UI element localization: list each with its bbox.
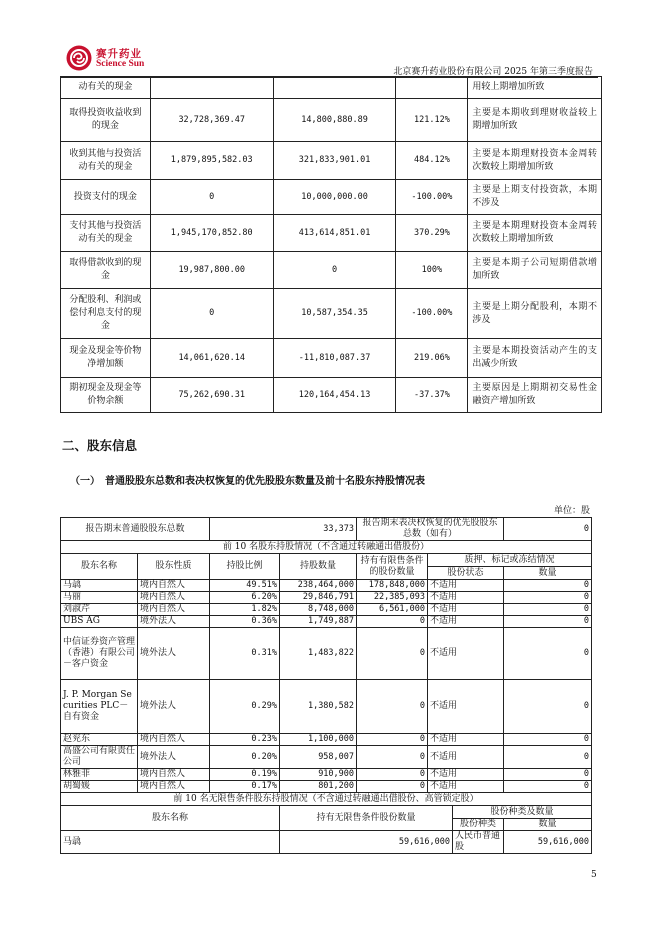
header-nature: 股东性质 (138, 554, 210, 580)
restricted-quantity: 0 (357, 781, 428, 793)
shareholder-name: UBS AG (61, 616, 138, 628)
u-header-type: 股份种类 (453, 819, 504, 831)
shareholder-nature: 境内自然人 (138, 604, 210, 616)
shareholder-name: 马丽 (61, 592, 138, 604)
logo-text-en: Science Sun (96, 59, 145, 69)
shareholder-row (61, 781, 592, 793)
header-status: 股份状态 (428, 567, 504, 580)
shareholder-nature: 境内自然人 (138, 592, 210, 604)
current-period-value: 19,987,800.00 (150, 252, 273, 289)
pledge-count: 0 (504, 628, 592, 680)
current-period-value (150, 77, 273, 99)
shareholder-name: 马骉 (61, 580, 138, 592)
subsection-title: （一） 普通股股东总数和表决权恢复的优先股股东数量及前十名股东持股情况表 (70, 476, 425, 487)
shareholder-nature: 境内自然人 (138, 781, 210, 793)
share-status: 不适用 (428, 746, 504, 769)
cash-flow-item: 动有关的现金 (61, 77, 151, 99)
current-period-value: 0 (150, 289, 273, 339)
cash-flow-item: 取得投资收益收到的现金 (61, 99, 151, 142)
shareholder-row (61, 746, 592, 769)
common-holders-value: 33,373 (210, 518, 357, 541)
shareholder-nature: 境内自然人 (138, 580, 210, 592)
shareholder-row (61, 769, 592, 781)
holding-quantity: 238,464,000 (280, 580, 357, 592)
holding-quantity: 1,483,822 (280, 628, 357, 680)
u-shareholder-name: 马骉 (61, 831, 280, 854)
shareholder-row (61, 616, 592, 628)
current-period-value: 32,728,369.47 (150, 99, 273, 142)
pledge-count: 0 (504, 746, 592, 769)
share-status: 不适用 (428, 580, 504, 592)
holding-ratio: 0.31% (210, 628, 280, 680)
restricted-quantity: 0 (357, 769, 428, 781)
change-rate (396, 77, 468, 99)
pledge-count: 0 (504, 680, 592, 734)
pledge-count: 0 (504, 616, 592, 628)
restricted-quantity: 0 (357, 616, 428, 628)
previous-period-value: 14,800,880.89 (273, 99, 396, 142)
current-period-value: 14,061,620.14 (150, 339, 273, 378)
preferred-holders-value: 0 (504, 518, 592, 541)
share-status: 不适用 (428, 604, 504, 616)
top10-title: 前 10 名股东持股情况（不含通过转融通出借股份） (61, 541, 592, 554)
current-period-value: 0 (150, 180, 273, 215)
previous-period-value: 120,164,454.13 (273, 378, 396, 413)
change-rate: 370.29% (396, 215, 468, 252)
page-header (0, 0, 662, 80)
holding-quantity: 8,748,000 (280, 604, 357, 616)
header-quantity: 持股数量 (280, 554, 357, 580)
u-header-group: 股份种类及数量 (453, 806, 592, 819)
cash-flow-row (61, 252, 602, 289)
cash-flow-item: 期初现金及现金等价物余额 (61, 378, 151, 413)
change-reason: 主要原因是上期期初交易性金融资产增加所致 (468, 378, 602, 413)
shareholder-nature: 境外法人 (138, 746, 210, 769)
holding-ratio: 0.20% (210, 746, 280, 769)
shareholder-nature: 境外法人 (138, 616, 210, 628)
pledge-count: 0 (504, 604, 592, 616)
cash-flow-table (60, 76, 602, 413)
logo-icon (66, 45, 92, 71)
cash-flow-item: 分配股利、利润或偿付利息支付的现金 (61, 289, 151, 339)
shareholder-nature: 境外法人 (138, 628, 210, 680)
holding-quantity: 910,900 (280, 769, 357, 781)
holding-quantity: 1,749,887 (280, 616, 357, 628)
holding-ratio: 1.82% (210, 604, 280, 616)
shareholder-name: 高盛公司有限责任公司 (61, 746, 138, 769)
restricted-quantity: 0 (357, 746, 428, 769)
change-reason: 主要是上期支付投资款，本期不涉及 (468, 180, 602, 215)
header-pledge: 质押、标记或冻结情况 (428, 554, 592, 567)
shareholder-row (61, 734, 592, 746)
previous-period-value: 0 (273, 252, 396, 289)
change-rate: 121.12% (396, 99, 468, 142)
u-share-type: 人民币普通股 (453, 831, 504, 854)
previous-period-value: -11,810,087.37 (273, 339, 396, 378)
previous-period-value (273, 77, 396, 99)
current-period-value: 75,262,690.31 (150, 378, 273, 413)
change-reason: 主要是本期投资活动产生的支出减少所致 (468, 339, 602, 378)
previous-period-value: 10,587,354.35 (273, 289, 396, 339)
holding-ratio: 6.20% (210, 592, 280, 604)
shareholder-row (61, 580, 592, 592)
restricted-quantity: 6,561,000 (357, 604, 428, 616)
change-rate: 484.12% (396, 142, 468, 180)
holding-ratio: 0.19% (210, 769, 280, 781)
holding-quantity: 1,100,000 (280, 734, 357, 746)
company-logo (66, 45, 166, 75)
change-reason: 主要是上期分配股利，本期不涉及 (468, 289, 602, 339)
unrestricted-title-row (61, 793, 592, 806)
current-period-value: 1,879,895,582.03 (150, 142, 273, 180)
change-reason: 用较上期增加所致 (468, 77, 602, 99)
section-title: 二、股东信息 (62, 438, 138, 453)
shareholder-name: 胡蜀媛 (61, 781, 138, 793)
holding-quantity: 958,007 (280, 746, 357, 769)
cash-flow-item: 支付其他与投资活动有关的现金 (61, 215, 151, 252)
holding-ratio: 0.29% (210, 680, 280, 734)
restricted-quantity: 0 (357, 734, 428, 746)
share-status: 不适用 (428, 592, 504, 604)
unit-label: 单位：股 (553, 506, 590, 516)
change-reason: 主要是本期理财投资本金周转次数较上期增加所致 (468, 215, 602, 252)
pledge-count: 0 (504, 580, 592, 592)
shareholder-name: J. P. Morgan Securities PLC－自有资金 (61, 680, 138, 734)
cash-flow-row (61, 180, 602, 215)
header-restricted: 持有有限售条件的股份数量 (357, 554, 428, 580)
previous-period-value: 413,614,851.01 (273, 215, 396, 252)
pledge-count: 0 (504, 769, 592, 781)
cash-flow-row (61, 339, 602, 378)
share-status: 不适用 (428, 616, 504, 628)
change-rate: -100.00% (396, 180, 468, 215)
shareholder-nature: 境内自然人 (138, 734, 210, 746)
summary-row (61, 518, 592, 541)
change-rate: 100% (396, 252, 468, 289)
logo-text-cn: 赛升药业 (96, 48, 142, 60)
share-status: 不适用 (428, 628, 504, 680)
shareholder-row (61, 628, 592, 680)
top10-header-row (61, 554, 592, 567)
share-status: 不适用 (428, 680, 504, 734)
shareholder-row (61, 592, 592, 604)
share-status: 不适用 (428, 734, 504, 746)
holding-quantity: 29,846,791 (280, 592, 357, 604)
shareholder-name: 刘淑芹 (61, 604, 138, 616)
pledge-count: 0 (504, 734, 592, 746)
change-rate: -100.00% (396, 289, 468, 339)
u-share-count: 59,616,000 (504, 831, 592, 854)
holding-ratio: 0.17% (210, 781, 280, 793)
u-header-count: 数量 (504, 819, 592, 831)
restricted-quantity: 0 (357, 680, 428, 734)
shareholder-name: 中信证券资产管理（香港）有限公司－客户资金 (61, 628, 138, 680)
share-status: 不适用 (428, 769, 504, 781)
cash-flow-row (61, 378, 602, 413)
change-reason: 主要是本期子公司短期借款增加所致 (468, 252, 602, 289)
shareholder-row (61, 680, 592, 734)
holding-ratio: 0.36% (210, 616, 280, 628)
pledge-count: 0 (504, 592, 592, 604)
shareholder-name: 林雅菲 (61, 769, 138, 781)
unrestricted-row (61, 831, 592, 854)
shareholder-nature: 境内自然人 (138, 769, 210, 781)
unrestricted-title: 前 10 名无限售条件股东持股情况（不含通过转融通出借股份、高管锁定股） (61, 793, 592, 806)
cash-flow-item: 现金及现金等价物净增加额 (61, 339, 151, 378)
page-number: 5 (591, 870, 597, 880)
shareholder-nature: 境外法人 (138, 680, 210, 734)
top10-title-row (61, 541, 592, 554)
restricted-quantity: 178,848,000 (357, 580, 428, 592)
restricted-quantity: 22,385,093 (357, 592, 428, 604)
holding-quantity: 801,200 (280, 781, 357, 793)
cash-flow-row (61, 99, 602, 142)
report-title: 北京赛升药业股份有限公司 2025 年第三季度报告 (393, 67, 593, 77)
u-shareholder-quantity: 59,616,000 (280, 831, 453, 854)
cash-flow-item: 取得借款收到的现金 (61, 252, 151, 289)
preferred-holders-label: 报告期末表决权恢复的优先股股东总数（如有） (357, 518, 504, 541)
header-count: 数量 (504, 567, 592, 580)
share-status: 不适用 (428, 781, 504, 793)
previous-period-value: 10,000,000.00 (273, 180, 396, 215)
shareholder-row (61, 604, 592, 616)
shareholder-name: 赵兖东 (61, 734, 138, 746)
cash-flow-row (61, 289, 602, 339)
u-header-name: 股东名称 (61, 806, 280, 831)
pledge-count: 0 (504, 781, 592, 793)
holding-quantity: 1,380,582 (280, 680, 357, 734)
holding-ratio: 49.51% (210, 580, 280, 592)
unrestricted-header-row (61, 806, 592, 819)
cash-flow-row (61, 215, 602, 252)
cash-flow-item: 投资支付的现金 (61, 180, 151, 215)
u-header-quantity: 持有无限售条件股份数量 (280, 806, 453, 831)
change-reason: 主要是本期理财投资本金周转次数较上期增加所致 (468, 142, 602, 180)
current-period-value: 1,945,170,852.80 (150, 215, 273, 252)
cash-flow-row (61, 77, 602, 99)
change-reason: 主要是本期收到理财收益较上期增加所致 (468, 99, 602, 142)
cash-flow-row (61, 142, 602, 180)
cash-flow-item: 收到其他与投资活动有关的现金 (61, 142, 151, 180)
restricted-quantity: 0 (357, 628, 428, 680)
change-rate: -37.37% (396, 378, 468, 413)
shareholders-table (60, 517, 592, 854)
common-holders-label: 报告期末普通股股东总数 (61, 518, 210, 541)
header-name: 股东名称 (61, 554, 138, 580)
header-ratio: 持股比例 (210, 554, 280, 580)
holding-ratio: 0.23% (210, 734, 280, 746)
change-rate: 219.06% (396, 339, 468, 378)
previous-period-value: 321,833,901.01 (273, 142, 396, 180)
